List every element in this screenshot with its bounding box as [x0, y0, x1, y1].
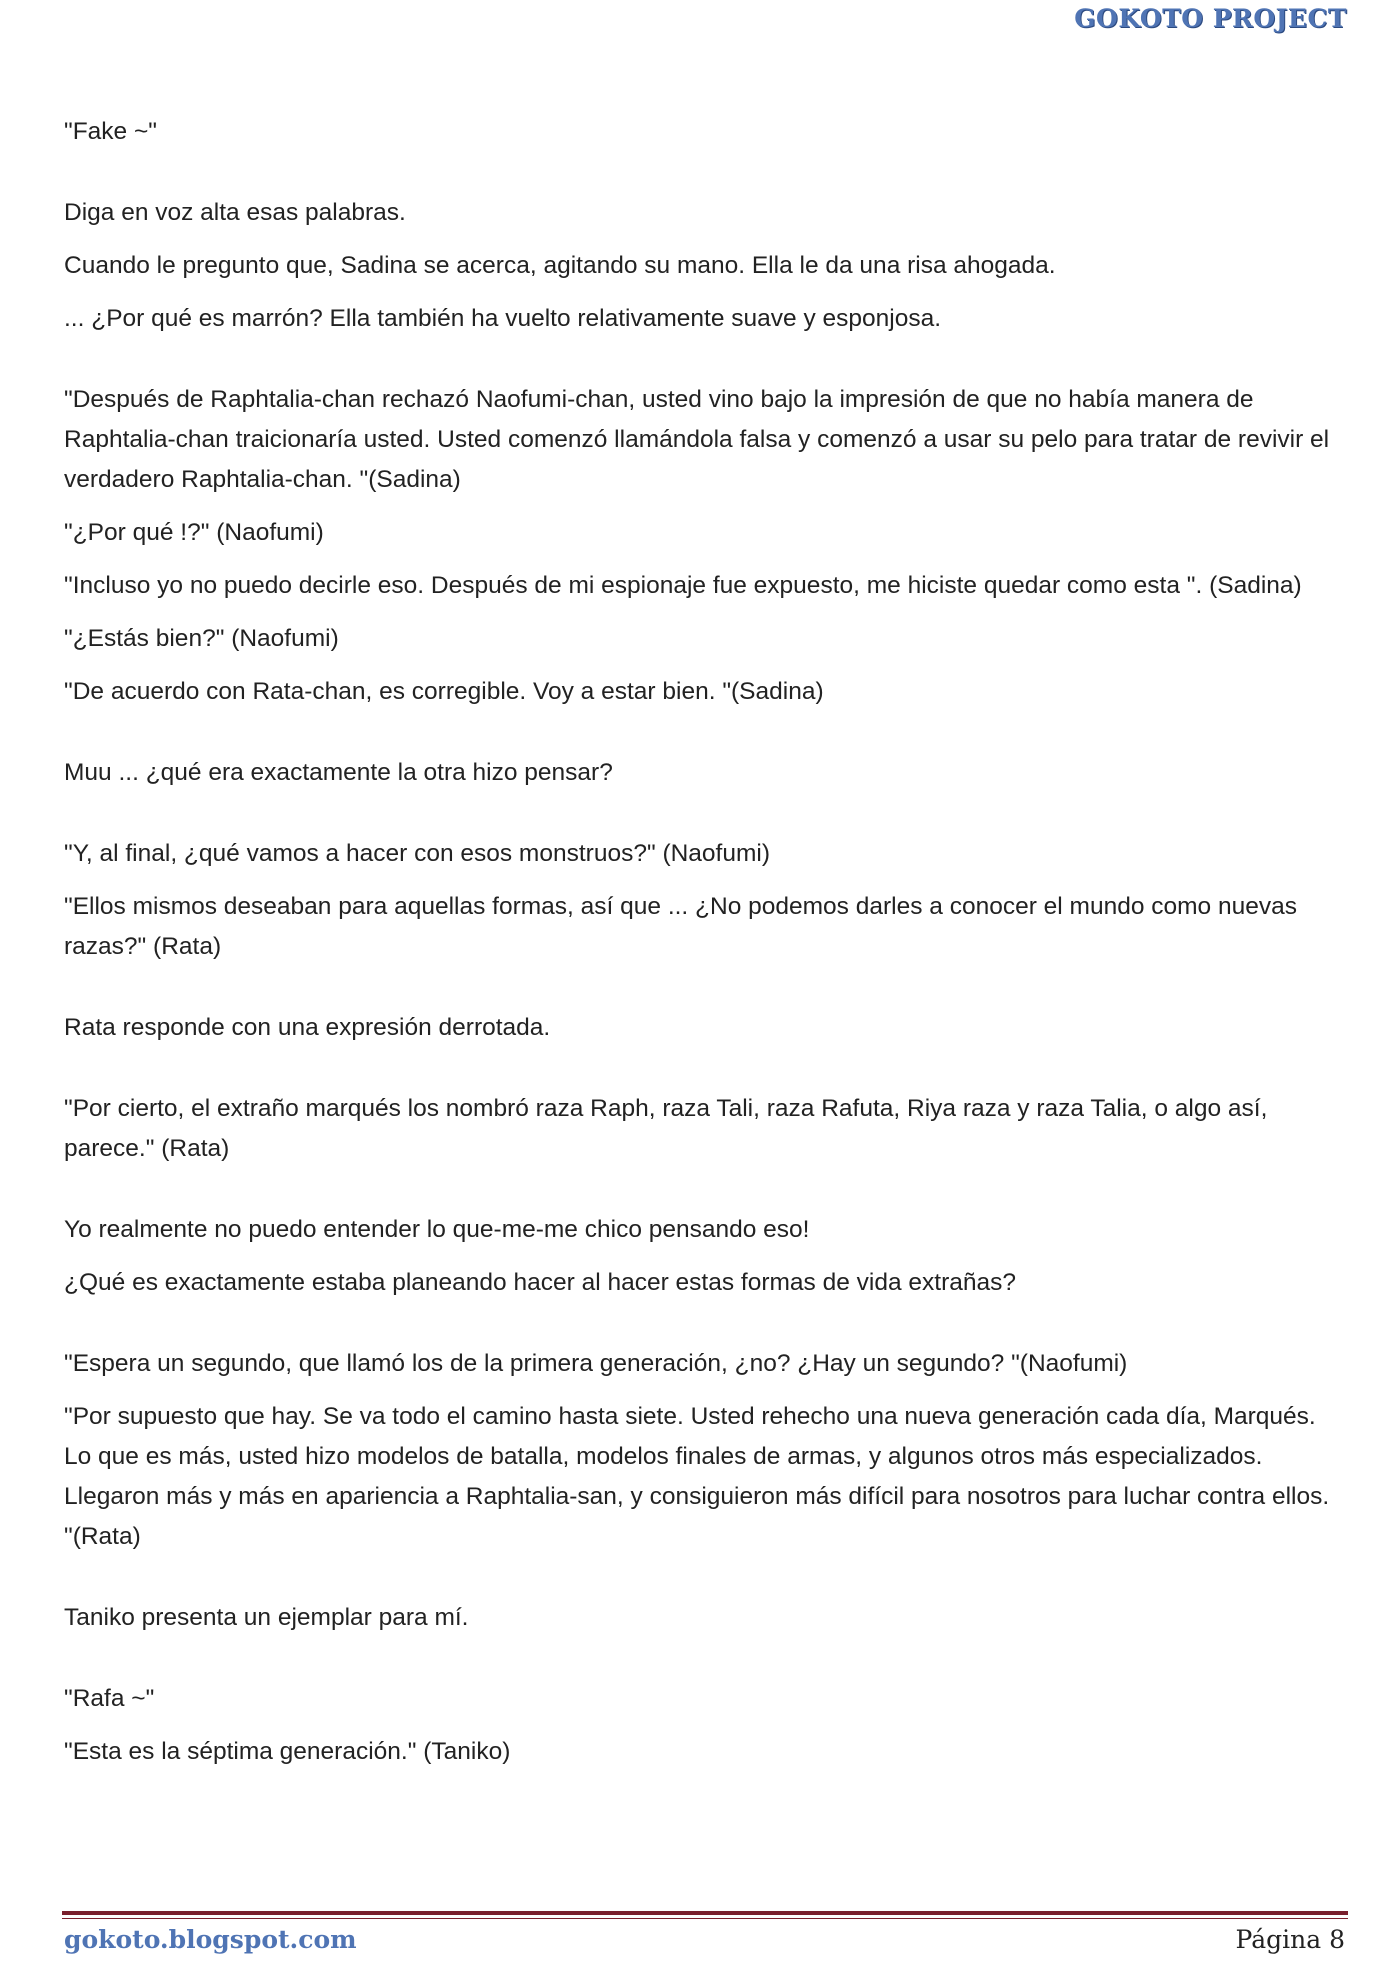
paragraph: "Incluso yo no puedo decirle eso. Después de mi espionaje fue expuesto, me hiciste quedar como esta ". (Sadina) — [64, 572, 1302, 599]
paragraph: "¿Por qué !?" (Naofumi) — [64, 519, 324, 546]
document-body — [64, 112, 1334, 1785]
paragraph: Diga en voz alta esas palabras. — [64, 199, 406, 226]
paragraph: "Espera un segundo, que llamó los de la primera generación, ¿no? ¿Hay un segundo? "(Naofumi) — [64, 1350, 1128, 1377]
paragraph: ¿Qué es exactamente estaba planeando hacer al hacer estas formas de vida extrañas? — [64, 1269, 1016, 1296]
paragraph: "¿Estás bien?" (Naofumi) — [64, 625, 339, 652]
paragraph: "Esta es la séptima generación." (Taniko) — [64, 1738, 511, 1765]
paragraph: "De acuerdo con Rata-chan, es corregible. Voy a estar bien. "(Sadina) — [64, 678, 824, 705]
paragraph: "Después de Raphtalia-chan rechazó Naofumi-chan, usted vino bajo la impresión de que no había manera de Raphtalia-chan traicionaría usted. Usted comenzó llamándola falsa y comenzó a usar su pelo para tratar de revivir el verdadero Raphtalia-chan. "(Sadina) — [64, 386, 1330, 493]
paragraph: "Por cierto, el extraño marqués los nombró raza Raph, raza Tali, raza Rafuta, Riya raza y raza Talia, o algo así, parece." (Rata) — [64, 1095, 1268, 1162]
paragraph: Muu ... ¿qué era exactamente la otra hizo pensar? — [64, 759, 613, 786]
paragraph: "Rafa ~" — [64, 1685, 155, 1712]
header-brand: GOKOTO PROJECT — [1074, 4, 1347, 33]
footer-rule-thick — [62, 1911, 1348, 1915]
paragraph: "Ellos mismos deseaban para aquellas formas, así que ... ¿No podemos darles a conocer el mundo como nuevas razas?" (Rata) — [64, 893, 1297, 960]
footer-site-link[interactable]: gokoto.blogspot.com — [64, 1925, 357, 1954]
paragraph: Taniko presenta un ejemplar para mí. — [64, 1604, 469, 1631]
paragraph: "Fake ~" — [64, 118, 157, 145]
paragraph: ... ¿Por qué es marrón? Ella también ha vuelto relativamente suave y esponjosa. — [64, 305, 942, 332]
paragraph: Yo realmente no puedo entender lo que-me-me chico pensando eso! — [64, 1216, 810, 1243]
paragraph: "Por supuesto que hay. Se va todo el camino hasta siete. Usted rehecho una nueva generación cada día, Marqués. Lo que es más, usted hizo modelos de batalla, modelos finales de armas, y algunos otros más especializados. Llegaron más y más en apariencia a Raphtalia-san, y consiguieron más difícil para nosotros para luchar contra ellos. "(Rata) — [64, 1403, 1330, 1550]
footer-page-number: Página 8 — [1235, 1925, 1345, 1954]
paragraph: "Y, al final, ¿qué vamos a hacer con esos monstruos?" (Naofumi) — [64, 840, 770, 867]
paragraph: Rata responde con una expresión derrotada. — [64, 1014, 551, 1041]
footer-rule-thin — [62, 1918, 1348, 1919]
paragraph: Cuando le pregunto que, Sadina se acerca, agitando su mano. Ella le da una risa ahogada. — [64, 252, 1056, 279]
